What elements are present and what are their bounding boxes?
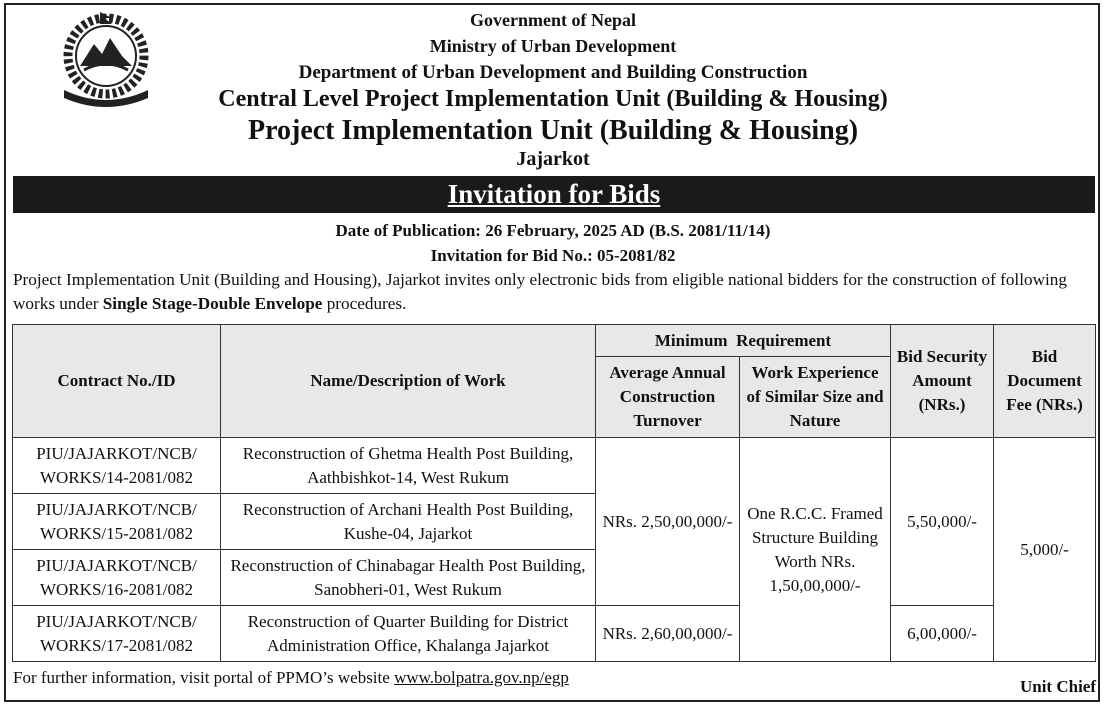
contract-id: PIU/JAJARKOT/NCB/ WORKS/15-2081/082 [13, 494, 221, 550]
ppmo-website-link[interactable]: www.bolpatra.gov.np/egp [394, 668, 569, 687]
work-description: Reconstruction of Archani Health Post Building, Kushe-04, Jajarkot [221, 494, 596, 550]
intro-text-2: procedures. [322, 294, 407, 313]
header-bid-fee: Bid Document Fee (NRs.) [994, 325, 1096, 438]
turnover-group-1: NRs. 2,50,00,000/- [596, 438, 740, 606]
intro-text-1: Project Implementation Unit (Building and Housing), Jajarkot invites only electronic bids from eligible national bidders for the construction of following works under [13, 270, 1067, 313]
bid-fee: 5,000/- [994, 438, 1096, 662]
table-row [13, 606, 1096, 662]
header-department: Department of Urban Development and Building Construction [298, 62, 808, 83]
intro-bold-procedure: Single Stage-Double Envelope [102, 294, 323, 313]
banner-title: Invitation for Bids [447, 179, 661, 209]
header-turnover: Average Annual Construction Turnover [596, 357, 740, 438]
bids-table [12, 324, 1096, 662]
table-row [13, 438, 1096, 494]
header-min-requirement: Minimum Requirement [596, 325, 891, 357]
header-bid-security: Bid Security Amount (NRs.) [891, 325, 994, 438]
turnover-group-2: NRs. 2,60,00,000/- [596, 606, 740, 662]
work-description: Reconstruction of Ghetma Health Post Building, Aathbishkot-14, West Rukum [221, 438, 596, 494]
header-contract: Contract No./ID [13, 325, 221, 438]
header-experience: Work Experience of Similar Size and Nature [740, 357, 891, 438]
table-header-row [13, 325, 1096, 357]
header-name: Name/Description of Work [221, 325, 596, 438]
footer-text: For further information, visit portal of PPMO’s website [13, 668, 395, 687]
publication-date: Date of Publication: 26 February, 2025 AD (B.S. 2081/11/14) [335, 221, 771, 240]
intro-paragraph [13, 268, 1097, 316]
signature-unit-chief: Unit Chief [1019, 677, 1096, 696]
header-central-unit: Central Level Project Implementation Unit (Building & Housing) [218, 86, 888, 112]
security-group-2: 6,00,000/- [891, 606, 994, 662]
header-location: Jajarkot [516, 148, 590, 170]
work-description: Reconstruction of Quarter Building for District Administration Office, Khalanga Jajarkot [221, 606, 596, 662]
header-government: Government of Nepal [470, 10, 636, 30]
contract-id: PIU/JAJARKOT/NCB/ WORKS/16-2081/082 [13, 550, 221, 606]
footer-info [13, 668, 569, 688]
invitation-banner [13, 176, 1095, 213]
contract-id: PIU/JAJARKOT/NCB/ WORKS/14-2081/082 [13, 438, 221, 494]
header-project-unit: Project Implementation Unit (Building & Housing) [247, 115, 859, 146]
bid-number: Invitation for Bid No.: 05-2081/82 [430, 246, 676, 265]
contract-id: PIU/JAJARKOT/NCB/ WORKS/17-2081/082 [13, 606, 221, 662]
header-ministry: Ministry of Urban Development [429, 36, 677, 56]
work-description: Reconstruction of Chinabagar Health Post Building, Sanobheri-01, West Rukum [221, 550, 596, 606]
security-group-1: 5,50,000/- [891, 438, 994, 606]
experience-requirement: One R.C.C. Framed Structure Building Worth NRs. 1,50,00,000/- [740, 438, 891, 662]
